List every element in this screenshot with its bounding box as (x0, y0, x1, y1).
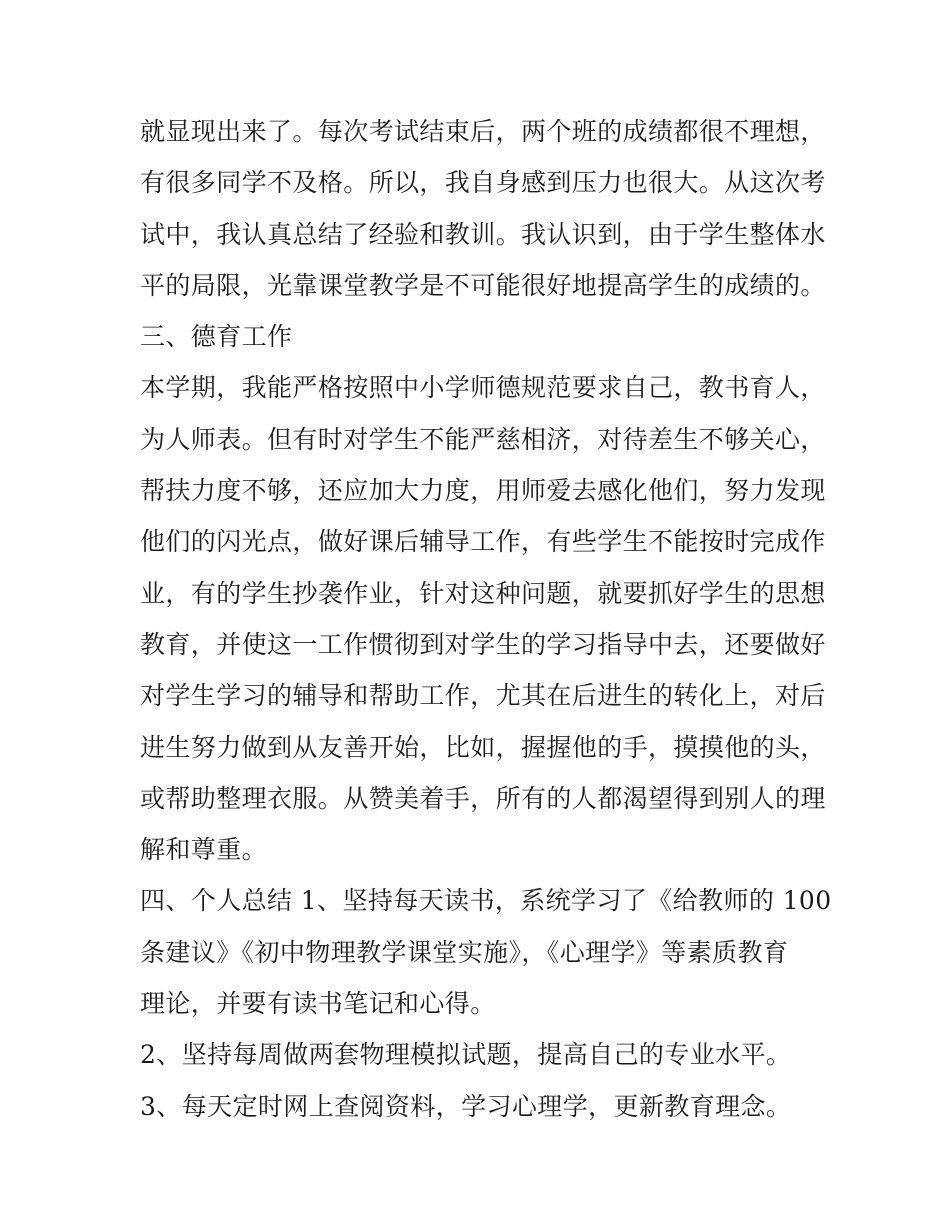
text-line: 业，有的学生抄袭作业，针对这种问题，就要抓好学生的思想 (140, 578, 826, 608)
text-line: 帮扶力度不够，还应加大力度，用师爱去感化他们，努力发现 (140, 476, 826, 506)
text-line: 试中，我认真总结了经验和教训。我认识到，由于学生整体水 (140, 219, 826, 249)
text-line: 有很多同学不及格。所以，我自身感到压力也很大。从这次考 (140, 168, 826, 198)
section-heading-moral-education: 三、德育工作 (140, 322, 293, 352)
text-line: 理论，并要有读书笔记和心得。 (140, 989, 496, 1019)
text-line: 本学期，我能严格按照中小学师德规范要求自己，教书育人， (140, 373, 826, 403)
text-line: 平的局限，光靠课堂教学是不可能很好地提高学生的成绩的。 (140, 270, 826, 300)
text-line: 为人师表。但有时对学生不能严慈相济，对待差生不够关心， (140, 424, 826, 454)
document-body (140, 106, 830, 1132)
section-heading-personal-summary: 四、个人总结 1、坚持每天读书，系统学习了《给教师的 100 (140, 886, 832, 916)
text-line: 教育，并使这一工作惯彻到对学生的学习指导中去，还要做好 (140, 629, 826, 659)
text-line: 进生努力做到从友善开始，比如，握握他的手，摸摸他的头， (140, 732, 826, 762)
text-line: 或帮助整理衣服。从赞美着手，所有的人都渴望得到别人的理 (140, 783, 826, 813)
text-line: 他们的闪光点，做好课后辅导工作，有些学生不能按时完成作 (140, 527, 826, 557)
text-line: 解和尊重。 (140, 835, 268, 865)
text-line: 对学生学习的辅导和帮助工作，尤其在后进生的转化上，对后 (140, 681, 826, 711)
text-line: 就显现出来了。每次考试结束后，两个班的成绩都很不理想， (140, 117, 826, 146)
text-line: 条建议》《初中物理教学课堂实施》，《心理学》等素质教育 (140, 937, 789, 967)
list-item: 3、每天定时网上查阅资料，学习心理学，更新教育理念。 (140, 1091, 792, 1121)
list-item: 2、坚持每周做两套物理模拟试题，提高自己的专业水平。 (140, 1040, 792, 1070)
